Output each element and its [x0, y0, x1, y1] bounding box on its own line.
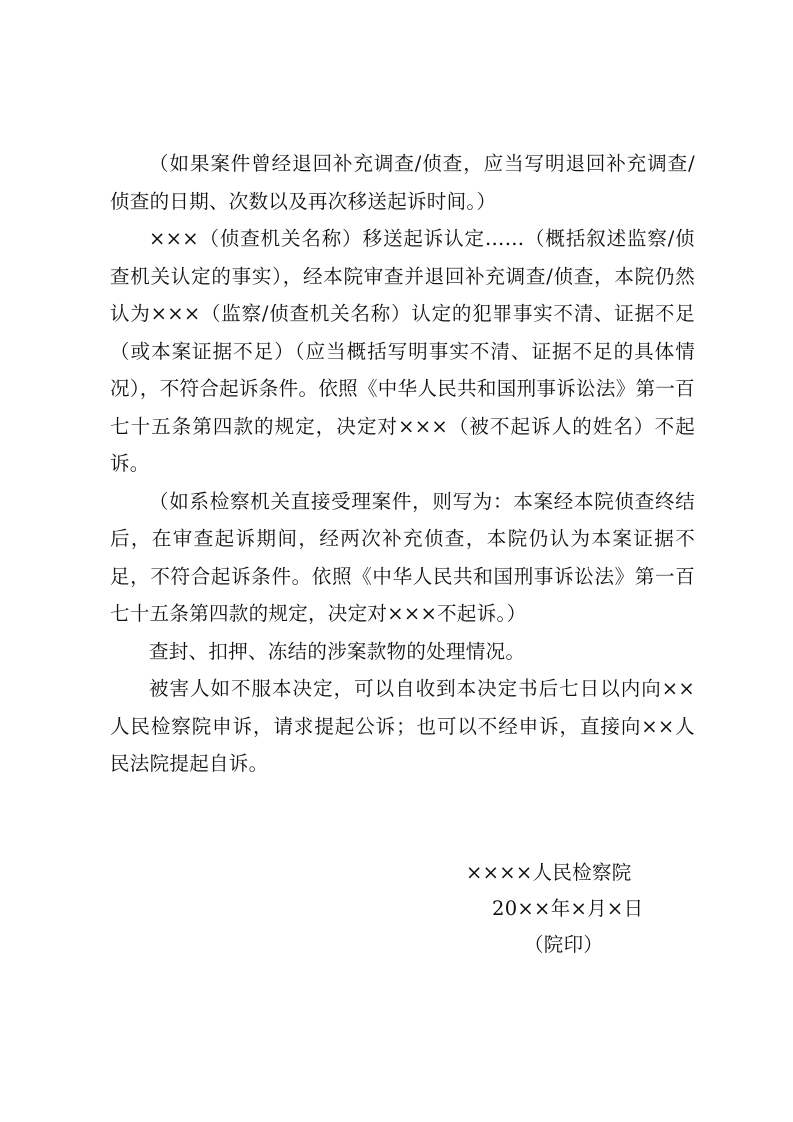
- paragraph-seized-property: 查封、扣押、冻结的涉案款物的处理情况。: [149, 639, 526, 663]
- signature-seal: （院印）: [524, 933, 604, 956]
- document-body: [110, 145, 695, 783]
- paragraph-non-prosecution-decision: ×××（侦查机关名称）移送起诉认定……（概括叙述监察/侦查机关认定的事实），经本院审查并退回补充调查/侦查，本院仍然认为×××（监察/侦查机关名称）认定的犯罪事实不清、证据不足（或本案证据不足）（应当概括写明事实不清、证据不足的具体情况），不符合起诉条件。依照《中华人民共和国刑事诉讼法》第一百七十五条第四款的规定，决定对×××（被不起诉人的姓名）不起诉。: [110, 227, 695, 475]
- signature-block: [440, 855, 680, 963]
- paragraph-direct-case-note: （如系检察机关直接受理案件，则写为：本案经本院侦查终结后，在审查起诉期间，经两次补充侦查，本院仍认为本案证据不足，不符合起诉条件。依照《中华人民共和国刑事诉讼法》第一百七十五条第四款的规定，决定对×××不起诉。）: [110, 489, 695, 625]
- signature-date: 20××年×月×日: [492, 897, 644, 920]
- paragraph-supplementary-investigation-note: （如果案件曾经退回补充调查/侦查，应当写明退回补充调查/侦查的日期、次数以及再次移送起诉时间。）: [110, 152, 695, 213]
- paragraph-victim-appeal-rights: 被害人如不服本决定，可以自收到本决定书后七日以内向××人民检察院申诉，请求提起公诉；也可以不经申诉，直接向××人民法院提起自诉。: [110, 677, 695, 775]
- signature-organization: ××××人民检察院: [466, 861, 632, 884]
